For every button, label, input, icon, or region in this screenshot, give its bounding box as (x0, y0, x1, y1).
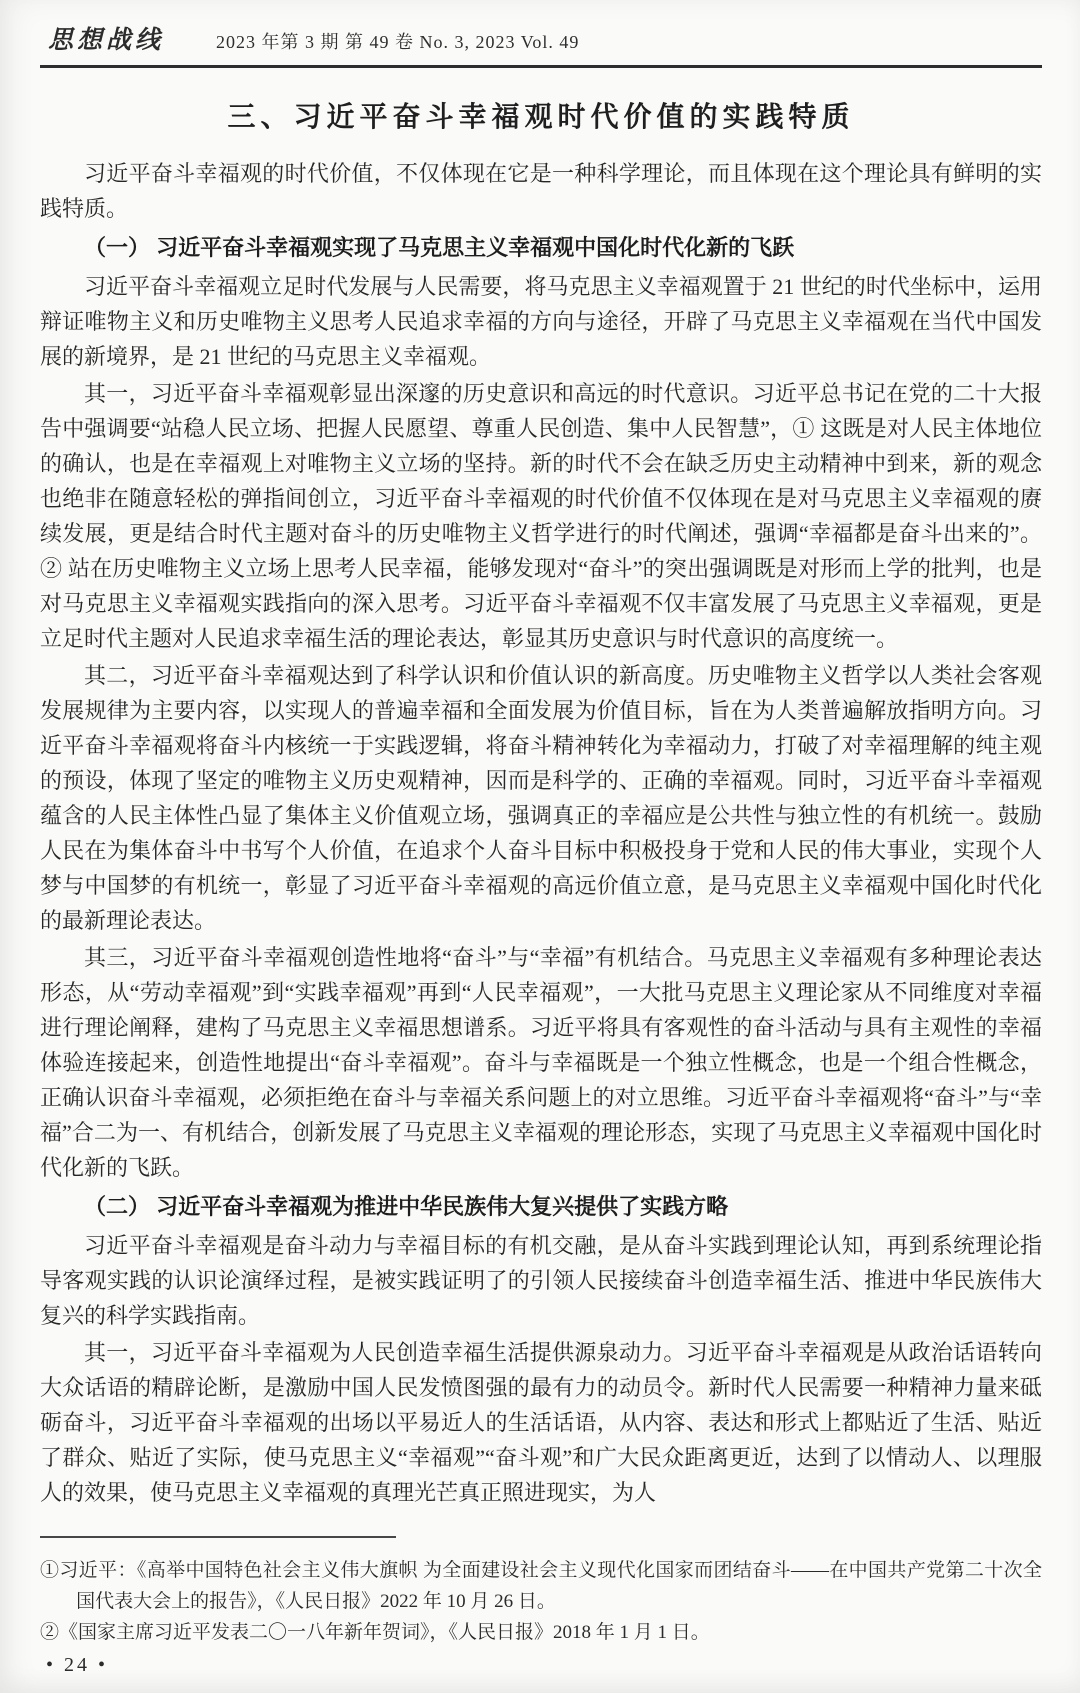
footnote-separator (40, 1536, 396, 1538)
paragraph: 其三，习近平奋斗幸福观创造性地将“奋斗”与“幸福”有机结合。马克思主义幸福观有多种理论表达形态，从“劳动幸福观”到“实践幸福观”再到“人民幸福观”，一大批马克思主义理论家从不同维度对幸福进行理论阐释，建构了马克思主义幸福思想谱系。习近平将具有客观性的奋斗活动与具有主观性的幸福体验连接起来，创造性地提出“奋斗幸福观”。奋斗与幸福既是一个独立性概念，也是一个组合性概念，正确认识奋斗幸福观，必须拒绝在奋斗与幸福关系问题上的对立思维。习近平奋斗幸福观将“奋斗”与“幸福”合二为一、有机结合，创新发展了马克思主义幸福观的理论形态，实现了马克思主义幸福观中国化时代化新的飞跃。 (40, 945, 1042, 1180)
footnote-1: ①习近平：《高举中国特色社会主义伟大旗帜 为全面建设社会主义现代化国家而团结奋斗——在中国共产党第二十次全国代表大会上的报告》，《人民日报》2022 年 10 月 26 日。 (40, 1560, 1042, 1612)
article-body (40, 156, 1042, 1510)
header-rule (40, 65, 1042, 68)
paragraph: 其二，习近平奋斗幸福观达到了科学认识和价值认识的新高度。历史唯物主义哲学以人类社会客观发展规律为主要内容，以实现人的普遍幸福和全面发展为价值目标，旨在为人类普遍解放指明方向。习近平奋斗幸福观将奋斗内核统一于实践逻辑，将奋斗精神转化为幸福动力，打破了对幸福理解的纯主观的预设，体现了坚定的唯物主义历史观精神，因而是科学的、正确的幸福观。同时，习近平奋斗幸福观蕴含的人民主体性凸显了集体主义价值观立场，强调真正的幸福应是公共性与独立性的有机统一。鼓励人民在为集体奋斗中书写个人价值，在追求个人奋斗目标中积极投身于党和人民的伟大事业，实现个人梦与中国梦的有机统一，彰显了习近平奋斗幸福观的高远价值立意，是马克思主义幸福观中国化时代化的最新理论表达。 (40, 663, 1042, 933)
journal-name: 思想战线 (48, 27, 165, 54)
paragraph: 其一，习近平奋斗幸福观为人民创造幸福生活提供源泉动力。习近平奋斗幸福观是从政治话语转向大众话语的精辟论断，是激励中国人民发愤图强的最有力的动员令。新时代人民需要一种精神力量来砥砺奋斗，习近平奋斗幸福观的出场以平易近人的生活话语，从内容、表达和形式上都贴近了生活、贴近了群众、贴近了实际，使马克思主义“幸福观”“奋斗观”和广大民众距离更近，达到了以情动人、以理服人的效果，使马克思主义幸福观的真理光芒真正照进现实，为人 (40, 1340, 1042, 1505)
footnotes (40, 1555, 1042, 1648)
page-header (40, 14, 1042, 62)
issue-info: 2023 年第 3 期 第 49 卷 No. 3, 2023 Vol. 49 (216, 32, 580, 52)
footnote-2: ②《国家主席习近平发表二〇一八年新年贺词》，《人民日报》2018 年 1 月 1 日。 (40, 1622, 710, 1643)
paragraph: 习近平奋斗幸福观立足时代发展与人民需要，将马克思主义幸福观置于 21 世纪的时代坐标中，运用辩证唯物主义和历史唯物主义思考人民追求幸福的方向与途径，开辟了马克思主义幸福观在当代中国发展的新境界，是 21 世纪的马克思主义幸福观。 (40, 274, 1042, 369)
section-title: 三、习近平奋斗幸福观时代价值的实践特质 (227, 102, 855, 133)
subsection-heading-2: （二） 习近平奋斗幸福观为推进中华民族伟大复兴提供了实践方略 (84, 1194, 729, 1219)
paragraph: 其一，习近平奋斗幸福观彰显出深邃的历史意识和高远的时代意识。习近平总书记在党的二十大报告中强调要“站稳人民立场、把握人民愿望、尊重人民创造、集中人民智慧”，① 这既是对人民主体地位的确认，也是在幸福观上对唯物主义立场的坚持。新的时代不会在缺乏历史主动精神中到来，新的观念也绝非在随意轻松的弹指间创立，习近平奋斗幸福观的时代价值不仅体现在是对马克思主义幸福观的赓续发展，更是结合时代主题对奋斗的历史唯物主义哲学进行的时代阐述，强调“幸福都是奋斗出来的”。② 站在历史唯物主义立场上思考人民幸福，能够发现对“奋斗”的突出强调既是对形而上学的批判，也是对马克思主义幸福观实践指向的深入思考。习近平奋斗幸福观不仅丰富发展了马克思主义幸福观，更是立足时代主题对人民追求幸福生活的理论表达，彰显其历史意识与时代意识的高度统一。 (40, 381, 1042, 651)
subsection-heading-1: （一） 习近平奋斗幸福观实现了马克思主义幸福观中国化时代化新的飞跃 (84, 235, 795, 260)
paragraph: 习近平奋斗幸福观是奋斗动力与幸福目标的有机交融，是从奋斗实践到理论认知，再到系统理论指导客观实践的认识论演绎过程，是被实践证明了的引领人民接续奋斗创造幸福生活、推进中华民族伟大复兴的科学实践指南。 (40, 1233, 1042, 1328)
paragraph: 习近平奋斗幸福观的时代价值，不仅体现在它是一种科学理论，而且体现在这个理论具有鲜明的实践特质。 (40, 161, 1042, 221)
page-number: • 24 • (46, 1654, 109, 1676)
